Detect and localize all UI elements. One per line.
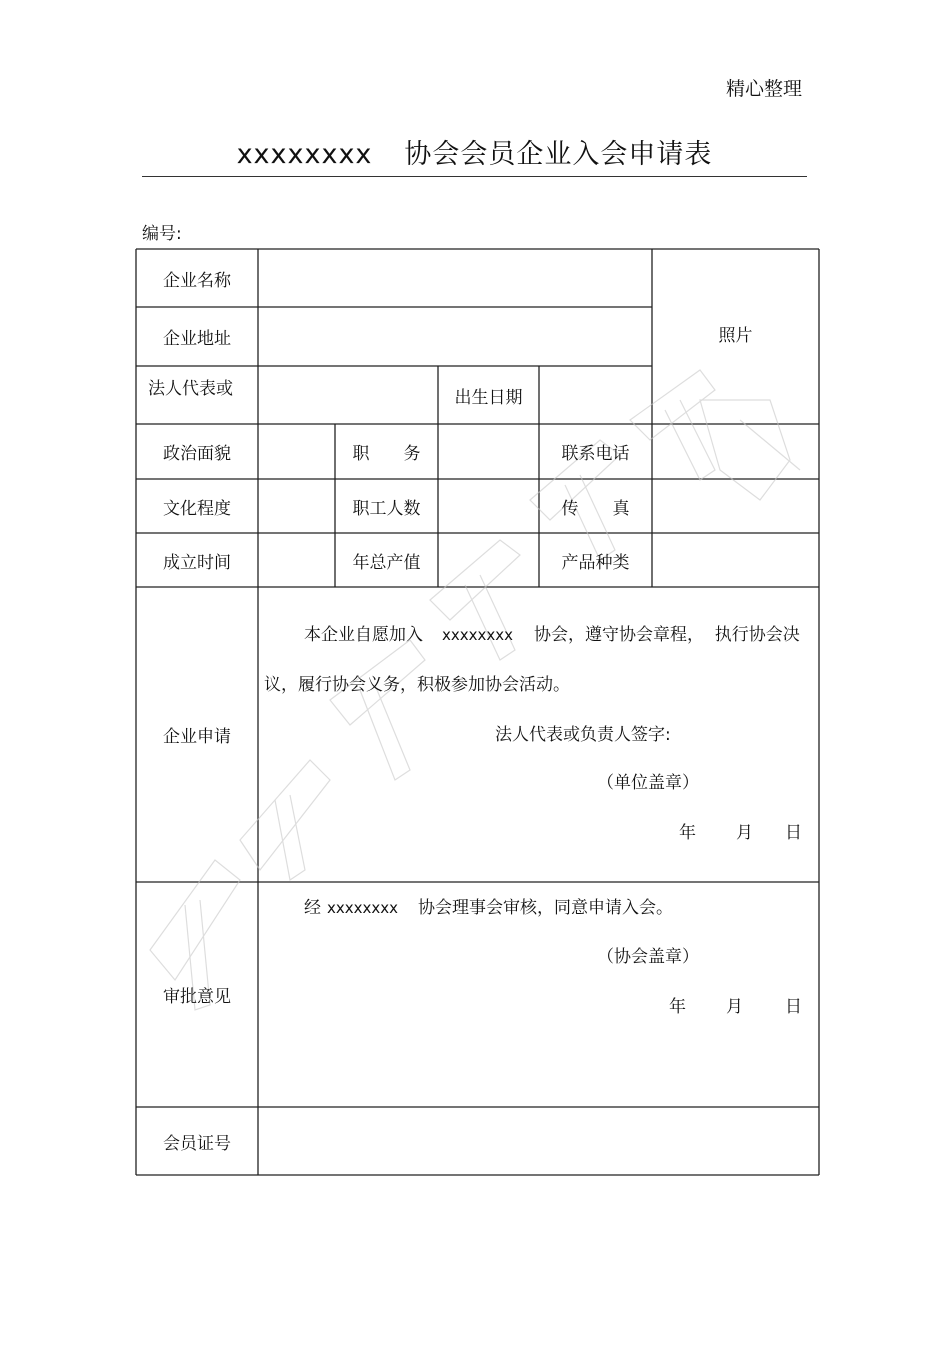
company-address-label: 企业地址 <box>163 329 231 349</box>
association-seal-label: （协会盖章） <box>597 947 699 967</box>
application-text-3: 议，履行协会义务，积极参加协会活动。 <box>264 675 570 695</box>
company-name-label: 企业名称 <box>163 270 231 291</box>
legal-rep-label: 法人代表或 <box>148 379 233 399</box>
approval-org: xxxxxxxx <box>327 899 399 917</box>
signature-label: 法人代表或负责人签字: <box>495 725 671 745</box>
education-field[interactable] <box>259 480 334 532</box>
application-date-day: 日 <box>785 823 802 843</box>
application-label: 企业申请 <box>163 727 231 747</box>
application-org: xxxxxxxx <box>442 626 514 644</box>
fax-field[interactable] <box>653 480 818 532</box>
phone-label: 联系电话 <box>561 444 630 464</box>
staff-count-label: 职工人数 <box>352 498 421 519</box>
annual-output-label: 年总产值 <box>352 552 421 573</box>
position-label: 职 务 <box>352 444 421 464</box>
title-org-placeholder: xxxxxxxx <box>236 139 373 170</box>
photo-box[interactable] <box>653 250 818 423</box>
position-field[interactable] <box>439 425 538 478</box>
political-status-label: 政治面貌 <box>163 444 231 464</box>
product-types-field[interactable] <box>653 534 818 586</box>
photo-label: 照片 <box>718 326 753 346</box>
staff-count-field[interactable] <box>439 480 538 532</box>
founded-field[interactable] <box>259 534 334 586</box>
political-status-field[interactable] <box>259 425 334 478</box>
birth-date-field[interactable] <box>540 367 651 423</box>
company-address-field[interactable] <box>259 308 651 365</box>
legal-rep-field[interactable] <box>259 367 437 423</box>
birth-date-label: 出生日期 <box>454 387 523 408</box>
approval-date-year: 年 <box>669 997 686 1017</box>
approval-text-2: 协会理事会审核，同意申请入会。 <box>418 898 673 918</box>
founded-label: 成立时间 <box>163 552 231 573</box>
approval-text-1: 经 <box>304 898 321 918</box>
application-date-year: 年 <box>679 823 696 843</box>
application-text-1: 本企业自愿加入 <box>304 625 423 645</box>
application-date-month: 月 <box>736 823 753 843</box>
fax-label: 传 真 <box>561 498 630 519</box>
unit-seal-label: （单位盖章） <box>597 773 699 793</box>
approval-date-month: 月 <box>726 997 743 1017</box>
approval-label: 审批意见 <box>163 987 231 1007</box>
header-note: 精心整理 <box>725 78 802 100</box>
serial-number-label: 编号: <box>142 224 182 244</box>
phone-field[interactable] <box>653 425 818 478</box>
annual-output-field[interactable] <box>439 534 538 586</box>
title-text: 协会会员企业入会申请表 <box>404 139 713 170</box>
application-text-2: 协会，遵守协会章程， 执行协会决 <box>534 625 800 645</box>
product-types-label: 产品种类 <box>561 552 630 573</box>
education-label: 文化程度 <box>163 498 231 519</box>
company-name-field[interactable] <box>259 250 651 306</box>
member-cert-field[interactable] <box>259 1108 818 1174</box>
member-cert-label: 会员证号 <box>163 1133 231 1154</box>
approval-date-day: 日 <box>785 997 802 1017</box>
